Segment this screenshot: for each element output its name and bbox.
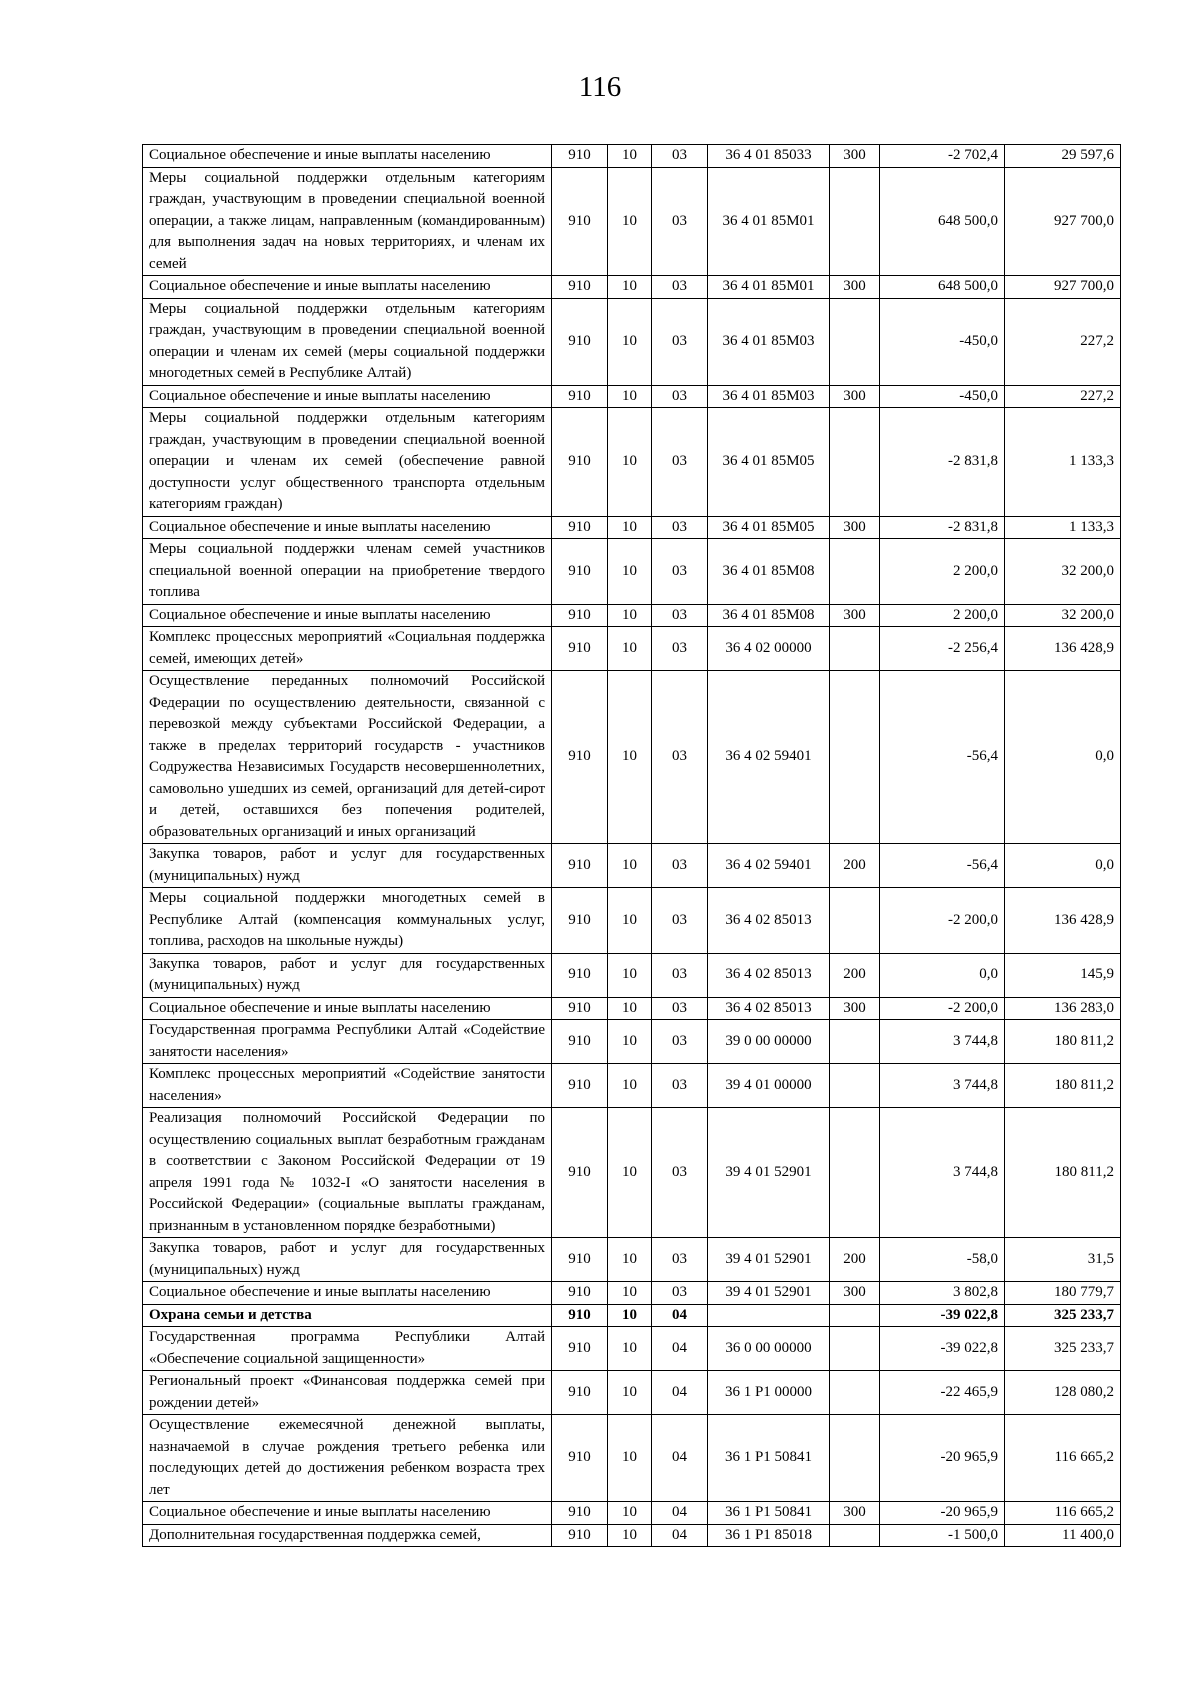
table-row bbox=[143, 1064, 1121, 1108]
expense-type-code bbox=[830, 1304, 880, 1327]
table-row bbox=[143, 1524, 1121, 1547]
row-name: Государственная программа Республики Алтай «Обеспечение социальной защищенности» bbox=[143, 1327, 552, 1371]
grbs-code: 910 bbox=[552, 298, 608, 385]
grbs-code: 910 bbox=[552, 627, 608, 671]
section-code: 10 bbox=[608, 145, 652, 168]
section-code: 10 bbox=[608, 997, 652, 1020]
total-amount: 32 200,0 bbox=[1005, 539, 1121, 605]
grbs-code: 910 bbox=[552, 1108, 608, 1238]
change-amount: 0,0 bbox=[880, 953, 1005, 997]
row-name: Меры социальной поддержки отдельным категориям граждан, участвующим в проведении специальной военной операции и членам их семей (меры социальной поддержки многодетных семей в Республике Алтай) bbox=[143, 298, 552, 385]
row-name: Осуществление ежемесячной денежной выплаты, назначаемой в случае рождения третьего ребенка или последующих детей до достижения ребенком возраста трех лет bbox=[143, 1415, 552, 1502]
table-row bbox=[143, 1327, 1121, 1371]
subsection-code: 03 bbox=[652, 1064, 708, 1108]
expense-type-code: 200 bbox=[830, 844, 880, 888]
grbs-code: 910 bbox=[552, 1238, 608, 1282]
section-code: 10 bbox=[608, 408, 652, 517]
change-amount: 648 500,0 bbox=[880, 167, 1005, 276]
subsection-code: 03 bbox=[652, 997, 708, 1020]
total-amount: 1 133,3 bbox=[1005, 516, 1121, 539]
row-name: Меры социальной поддержки отдельным категориям граждан, участвующим в проведении специальной военной операции, а также лицам, направленным (командированным) для выполнения задач на новых территориях, и членам их семей bbox=[143, 167, 552, 276]
grbs-code: 910 bbox=[552, 844, 608, 888]
row-name: Закупка товаров, работ и услуг для государственных (муниципальных) нужд bbox=[143, 1238, 552, 1282]
row-name: Меры социальной поддержки отдельным категориям граждан, участвующим в проведении специальной военной операции и членам их семей (обеспечение равной доступности услуг общественного транспорта отдельным категориям граждан) bbox=[143, 408, 552, 517]
table-row bbox=[143, 888, 1121, 954]
expense-type-code bbox=[830, 888, 880, 954]
section-code: 10 bbox=[608, 1415, 652, 1502]
subsection-code: 03 bbox=[652, 385, 708, 408]
expense-type-code bbox=[830, 1327, 880, 1371]
row-name: Осуществление переданных полномочий Российской Федерации по осуществлению деятельности, связанной с перевозкой между субъектами Российской Федерации, а также в пределах территорий государств - участников Содружества Независимых Государств несовершеннолетних, самовольно ушедших из семей, организаций для детей-сирот и детей, оставшихся без попечения родителей, образовательных организаций и иных организаций bbox=[143, 671, 552, 844]
expense-type-code: 300 bbox=[830, 604, 880, 627]
change-amount: -56,4 bbox=[880, 844, 1005, 888]
expense-type-code bbox=[830, 627, 880, 671]
row-name: Государственная программа Республики Алтай «Содействие занятости населения» bbox=[143, 1020, 552, 1064]
target-article-code: 36 4 01 85033 bbox=[708, 145, 830, 168]
grbs-code: 910 bbox=[552, 953, 608, 997]
total-amount: 325 233,7 bbox=[1005, 1304, 1121, 1327]
change-amount: -20 965,9 bbox=[880, 1415, 1005, 1502]
subsection-code: 04 bbox=[652, 1327, 708, 1371]
total-amount: 180 811,2 bbox=[1005, 1108, 1121, 1238]
subsection-code: 03 bbox=[652, 516, 708, 539]
target-article-code: 36 4 01 85М01 bbox=[708, 276, 830, 299]
expense-type-code: 300 bbox=[830, 1282, 880, 1305]
table-row bbox=[143, 1282, 1121, 1305]
table-row bbox=[143, 385, 1121, 408]
section-code: 10 bbox=[608, 1502, 652, 1525]
section-code: 10 bbox=[608, 1282, 652, 1305]
expense-type-code: 200 bbox=[830, 953, 880, 997]
change-amount: -450,0 bbox=[880, 298, 1005, 385]
subsection-code: 03 bbox=[652, 167, 708, 276]
subsection-code: 03 bbox=[652, 604, 708, 627]
total-amount: 31,5 bbox=[1005, 1238, 1121, 1282]
expense-type-code bbox=[830, 1524, 880, 1547]
grbs-code: 910 bbox=[552, 1282, 608, 1305]
target-article-code: 36 4 01 85М08 bbox=[708, 539, 830, 605]
row-name: Комплекс процессных мероприятий «Социальная поддержка семей, имеющих детей» bbox=[143, 627, 552, 671]
total-amount: 325 233,7 bbox=[1005, 1327, 1121, 1371]
row-name: Социальное обеспечение и иные выплаты населению bbox=[143, 385, 552, 408]
subsection-code: 03 bbox=[652, 671, 708, 844]
table-body bbox=[143, 145, 1121, 1547]
change-amount: 2 200,0 bbox=[880, 604, 1005, 627]
total-amount: 136 283,0 bbox=[1005, 997, 1121, 1020]
expense-type-code: 300 bbox=[830, 145, 880, 168]
subsection-code: 03 bbox=[652, 844, 708, 888]
row-name: Социальное обеспечение и иные выплаты населению bbox=[143, 516, 552, 539]
grbs-code: 910 bbox=[552, 167, 608, 276]
change-amount: -2 831,8 bbox=[880, 516, 1005, 539]
target-article-code: 39 4 01 00000 bbox=[708, 1064, 830, 1108]
expense-type-code bbox=[830, 298, 880, 385]
grbs-code: 910 bbox=[552, 888, 608, 954]
table-row bbox=[143, 145, 1121, 168]
row-name: Социальное обеспечение и иные выплаты населению bbox=[143, 276, 552, 299]
table-row bbox=[143, 671, 1121, 844]
grbs-code: 910 bbox=[552, 1327, 608, 1371]
total-amount: 180 779,7 bbox=[1005, 1282, 1121, 1305]
section-code: 10 bbox=[608, 1327, 652, 1371]
section-code: 10 bbox=[608, 953, 652, 997]
subsection-code: 03 bbox=[652, 1238, 708, 1282]
section-code: 10 bbox=[608, 1020, 652, 1064]
table-row bbox=[143, 539, 1121, 605]
expense-type-code: 300 bbox=[830, 1502, 880, 1525]
expense-type-code bbox=[830, 1020, 880, 1064]
table-row bbox=[143, 627, 1121, 671]
grbs-code: 910 bbox=[552, 408, 608, 517]
section-code: 10 bbox=[608, 844, 652, 888]
subsection-code: 03 bbox=[652, 539, 708, 605]
target-article-code: 36 4 02 85013 bbox=[708, 953, 830, 997]
change-amount: -39 022,8 bbox=[880, 1304, 1005, 1327]
grbs-code: 910 bbox=[552, 604, 608, 627]
total-amount: 136 428,9 bbox=[1005, 888, 1121, 954]
expense-type-code: 300 bbox=[830, 276, 880, 299]
target-article-code: 39 4 01 52901 bbox=[708, 1238, 830, 1282]
section-code: 10 bbox=[608, 1238, 652, 1282]
total-amount: 145,9 bbox=[1005, 953, 1121, 997]
grbs-code: 910 bbox=[552, 1415, 608, 1502]
section-code: 10 bbox=[608, 298, 652, 385]
total-amount: 180 811,2 bbox=[1005, 1064, 1121, 1108]
expense-type-code bbox=[830, 539, 880, 605]
section-code: 10 bbox=[608, 1371, 652, 1415]
change-amount: 648 500,0 bbox=[880, 276, 1005, 299]
section-code: 10 bbox=[608, 604, 652, 627]
section-code: 10 bbox=[608, 1064, 652, 1108]
table-row bbox=[143, 1108, 1121, 1238]
total-amount: 927 700,0 bbox=[1005, 167, 1121, 276]
grbs-code: 910 bbox=[552, 1304, 608, 1327]
subsection-code: 03 bbox=[652, 1282, 708, 1305]
subsection-code: 03 bbox=[652, 1020, 708, 1064]
subsection-code: 04 bbox=[652, 1502, 708, 1525]
total-amount: 180 811,2 bbox=[1005, 1020, 1121, 1064]
row-name: Меры социальной поддержки многодетных семей в Республике Алтай (компенсация коммунальных услуг, топлива, расходов на школьные нужды) bbox=[143, 888, 552, 954]
row-name: Социальное обеспечение и иные выплаты населению bbox=[143, 1502, 552, 1525]
expense-type-code bbox=[830, 1415, 880, 1502]
total-amount: 0,0 bbox=[1005, 844, 1121, 888]
expense-type-code: 300 bbox=[830, 516, 880, 539]
change-amount: -450,0 bbox=[880, 385, 1005, 408]
row-name: Социальное обеспечение и иные выплаты населению bbox=[143, 145, 552, 168]
expense-type-code bbox=[830, 1371, 880, 1415]
grbs-code: 910 bbox=[552, 276, 608, 299]
change-amount: -20 965,9 bbox=[880, 1502, 1005, 1525]
subsection-code: 03 bbox=[652, 298, 708, 385]
subsection-code: 03 bbox=[652, 627, 708, 671]
change-amount: 3 744,8 bbox=[880, 1020, 1005, 1064]
table-row bbox=[143, 844, 1121, 888]
grbs-code: 910 bbox=[552, 1020, 608, 1064]
total-amount: 116 665,2 bbox=[1005, 1415, 1121, 1502]
subsection-code: 04 bbox=[652, 1415, 708, 1502]
change-amount: -2 256,4 bbox=[880, 627, 1005, 671]
table-row bbox=[143, 516, 1121, 539]
target-article-code: 36 4 01 85М03 bbox=[708, 385, 830, 408]
change-amount: 2 200,0 bbox=[880, 539, 1005, 605]
change-amount: 3 744,8 bbox=[880, 1108, 1005, 1238]
target-article-code: 36 1 Р1 00000 bbox=[708, 1371, 830, 1415]
budget-table bbox=[142, 144, 1121, 1547]
target-article-code bbox=[708, 1304, 830, 1327]
total-amount: 29 597,6 bbox=[1005, 145, 1121, 168]
target-article-code: 36 4 01 85М03 bbox=[708, 298, 830, 385]
total-amount: 136 428,9 bbox=[1005, 627, 1121, 671]
target-article-code: 36 4 02 85013 bbox=[708, 888, 830, 954]
subsection-code: 04 bbox=[652, 1371, 708, 1415]
table-row bbox=[143, 1502, 1121, 1525]
grbs-code: 910 bbox=[552, 1371, 608, 1415]
grbs-code: 910 bbox=[552, 145, 608, 168]
section-code: 10 bbox=[608, 888, 652, 954]
subsection-code: 04 bbox=[652, 1304, 708, 1327]
row-name: Социальное обеспечение и иные выплаты населению bbox=[143, 1282, 552, 1305]
target-article-code: 36 1 Р1 85018 bbox=[708, 1524, 830, 1547]
table-row bbox=[143, 298, 1121, 385]
change-amount: -2 831,8 bbox=[880, 408, 1005, 517]
section-code: 10 bbox=[608, 276, 652, 299]
total-amount: 11 400,0 bbox=[1005, 1524, 1121, 1547]
change-amount: 3 802,8 bbox=[880, 1282, 1005, 1305]
expense-type-code bbox=[830, 1064, 880, 1108]
table-row bbox=[143, 276, 1121, 299]
total-amount: 0,0 bbox=[1005, 671, 1121, 844]
target-article-code: 36 1 Р1 50841 bbox=[708, 1502, 830, 1525]
expense-type-code: 300 bbox=[830, 385, 880, 408]
grbs-code: 910 bbox=[552, 539, 608, 605]
subsection-code: 03 bbox=[652, 408, 708, 517]
section-code: 10 bbox=[608, 1524, 652, 1547]
section-code: 10 bbox=[608, 385, 652, 408]
target-article-code: 36 4 01 85М05 bbox=[708, 408, 830, 517]
change-amount: 3 744,8 bbox=[880, 1064, 1005, 1108]
grbs-code: 910 bbox=[552, 1524, 608, 1547]
table-row bbox=[143, 997, 1121, 1020]
row-name: Закупка товаров, работ и услуг для государственных (муниципальных) нужд bbox=[143, 953, 552, 997]
expense-type-code: 200 bbox=[830, 1238, 880, 1282]
change-amount: -39 022,8 bbox=[880, 1327, 1005, 1371]
expense-type-code: 300 bbox=[830, 997, 880, 1020]
target-article-code: 36 0 00 00000 bbox=[708, 1327, 830, 1371]
total-amount: 128 080,2 bbox=[1005, 1371, 1121, 1415]
table-row bbox=[143, 1020, 1121, 1064]
target-article-code: 36 4 02 59401 bbox=[708, 844, 830, 888]
table-row bbox=[143, 953, 1121, 997]
table-row bbox=[143, 604, 1121, 627]
grbs-code: 910 bbox=[552, 1502, 608, 1525]
target-article-code: 36 4 01 85М01 bbox=[708, 167, 830, 276]
table-row bbox=[143, 1304, 1121, 1327]
section-code: 10 bbox=[608, 1304, 652, 1327]
row-name: Комплекс процессных мероприятий «Содействие занятости населения» bbox=[143, 1064, 552, 1108]
target-article-code: 36 4 01 85М05 bbox=[708, 516, 830, 539]
target-article-code: 36 4 01 85М08 bbox=[708, 604, 830, 627]
section-code: 10 bbox=[608, 516, 652, 539]
target-article-code: 39 4 01 52901 bbox=[708, 1108, 830, 1238]
subsection-code: 03 bbox=[652, 276, 708, 299]
section-code: 10 bbox=[608, 671, 652, 844]
grbs-code: 910 bbox=[552, 385, 608, 408]
target-article-code: 36 4 02 59401 bbox=[708, 671, 830, 844]
table-row bbox=[143, 1415, 1121, 1502]
row-name: Охрана семьи и детства bbox=[143, 1304, 552, 1327]
expense-type-code bbox=[830, 1108, 880, 1238]
section-code: 10 bbox=[608, 1108, 652, 1238]
row-name: Дополнительная государственная поддержка семей, bbox=[143, 1524, 552, 1547]
table-row bbox=[143, 1238, 1121, 1282]
total-amount: 116 665,2 bbox=[1005, 1502, 1121, 1525]
expense-type-code bbox=[830, 408, 880, 517]
change-amount: -58,0 bbox=[880, 1238, 1005, 1282]
change-amount: -2 200,0 bbox=[880, 888, 1005, 954]
total-amount: 1 133,3 bbox=[1005, 408, 1121, 517]
change-amount: -1 500,0 bbox=[880, 1524, 1005, 1547]
row-name: Социальное обеспечение и иные выплаты населению bbox=[143, 604, 552, 627]
total-amount: 927 700,0 bbox=[1005, 276, 1121, 299]
table-row bbox=[143, 167, 1121, 276]
grbs-code: 910 bbox=[552, 1064, 608, 1108]
target-article-code: 36 1 Р1 50841 bbox=[708, 1415, 830, 1502]
table-row bbox=[143, 408, 1121, 517]
row-name: Реализация полномочий Российской Федерации по осуществлению социальных выплат безработным гражданам в соответствии с Законом Российской Федерации от 19 апреля 1991 года № 1032-I «О занятости населения в Российской Федерации» (социальные выплаты гражданам, признанным в установленном порядке безработными) bbox=[143, 1108, 552, 1238]
subsection-code: 04 bbox=[652, 1524, 708, 1547]
target-article-code: 36 4 02 00000 bbox=[708, 627, 830, 671]
table-row bbox=[143, 1371, 1121, 1415]
change-amount: -2 702,4 bbox=[880, 145, 1005, 168]
change-amount: -2 200,0 bbox=[880, 997, 1005, 1020]
row-name: Меры социальной поддержки членам семей участников специальной военной операции на приобретение твердого топлива bbox=[143, 539, 552, 605]
change-amount: -22 465,9 bbox=[880, 1371, 1005, 1415]
expense-type-code bbox=[830, 167, 880, 276]
total-amount: 227,2 bbox=[1005, 385, 1121, 408]
total-amount: 32 200,0 bbox=[1005, 604, 1121, 627]
row-name: Региональный проект «Финансовая поддержка семей при рождении детей» bbox=[143, 1371, 552, 1415]
subsection-code: 03 bbox=[652, 953, 708, 997]
row-name: Закупка товаров, работ и услуг для государственных (муниципальных) нужд bbox=[143, 844, 552, 888]
subsection-code: 03 bbox=[652, 145, 708, 168]
grbs-code: 910 bbox=[552, 997, 608, 1020]
row-name: Социальное обеспечение и иные выплаты населению bbox=[143, 997, 552, 1020]
total-amount: 227,2 bbox=[1005, 298, 1121, 385]
section-code: 10 bbox=[608, 167, 652, 276]
target-article-code: 36 4 02 85013 bbox=[708, 997, 830, 1020]
grbs-code: 910 bbox=[552, 671, 608, 844]
target-article-code: 39 0 00 00000 bbox=[708, 1020, 830, 1064]
expense-type-code bbox=[830, 671, 880, 844]
grbs-code: 910 bbox=[552, 516, 608, 539]
section-code: 10 bbox=[608, 627, 652, 671]
change-amount: -56,4 bbox=[880, 671, 1005, 844]
subsection-code: 03 bbox=[652, 1108, 708, 1238]
section-code: 10 bbox=[608, 539, 652, 605]
target-article-code: 39 4 01 52901 bbox=[708, 1282, 830, 1305]
subsection-code: 03 bbox=[652, 888, 708, 954]
page-number: 116 bbox=[578, 71, 622, 103]
